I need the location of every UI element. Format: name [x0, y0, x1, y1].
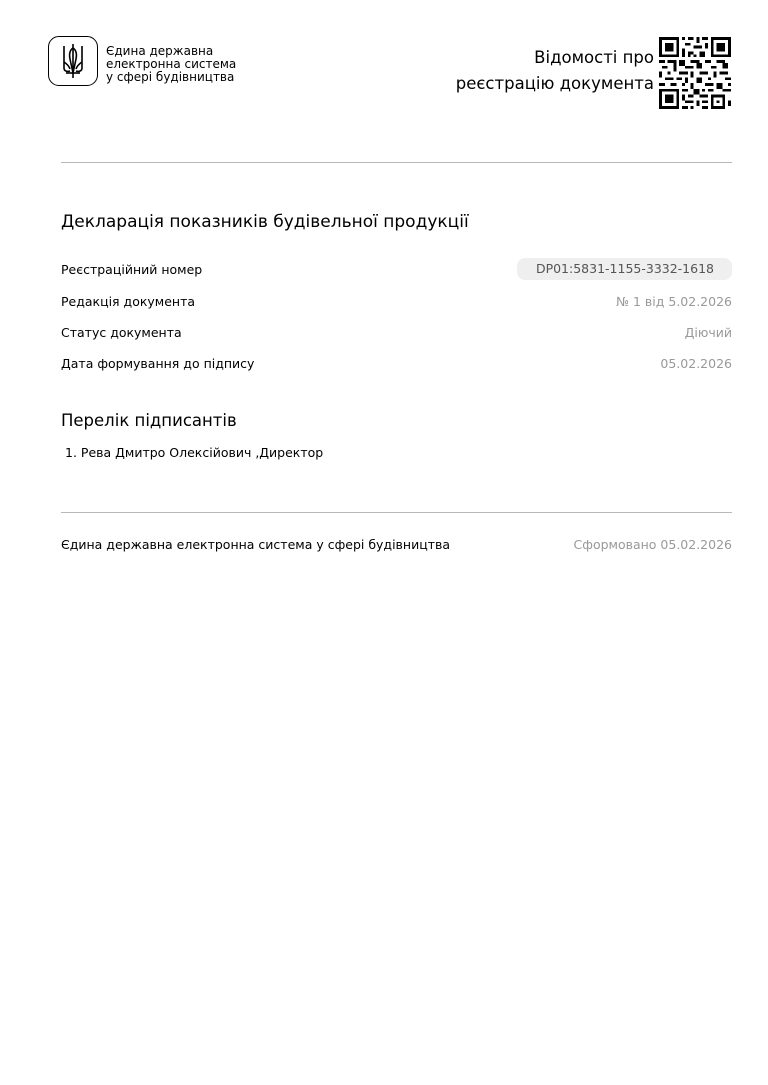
footer-system-name: Єдина державна електронна система у сфері будівництва	[61, 537, 451, 552]
field-value: Діючий	[684, 325, 732, 340]
field-document-status	[61, 321, 732, 343]
footer-divider	[61, 512, 732, 513]
document-title: Декларація показників будівельної продукції	[61, 212, 469, 232]
footer-generated-date: Сформовано 05.02.2026	[573, 537, 732, 552]
field-label: Дата формування до підпису	[61, 356, 255, 371]
document-heading-line-2: реєстрацію документа	[455, 74, 654, 93]
signers-title: Перелік підписантів	[61, 411, 237, 430]
field-value: 05.02.2026	[660, 356, 732, 371]
page-header	[0, 0, 768, 120]
field-label: Редакція документа	[61, 294, 196, 309]
trident-emblem-icon	[48, 36, 98, 86]
org-name-line-1: Єдина державна	[106, 44, 214, 58]
org-name	[106, 45, 236, 84]
field-formation-date	[61, 352, 732, 374]
document-heading	[456, 45, 654, 97]
document-heading-line-1: Відомості про	[534, 48, 654, 67]
org-name-line-2: електронна система	[106, 57, 237, 71]
field-value: № 1 від 5.02.2026	[616, 294, 732, 309]
field-label: Реєстраційний номер	[61, 262, 203, 277]
top-divider	[61, 162, 732, 163]
field-registration-number	[61, 258, 732, 280]
signer-list-item: 1. Рева Дмитро Олексійович ,Директор	[65, 445, 324, 460]
qr-code-icon	[659, 37, 731, 109]
field-label: Статус документа	[61, 325, 182, 340]
org-name-line-3: у сфері будівництва	[106, 70, 235, 84]
field-document-revision	[61, 290, 732, 312]
registration-number-badge: DP01:5831-1155-3332-1618	[517, 258, 732, 280]
